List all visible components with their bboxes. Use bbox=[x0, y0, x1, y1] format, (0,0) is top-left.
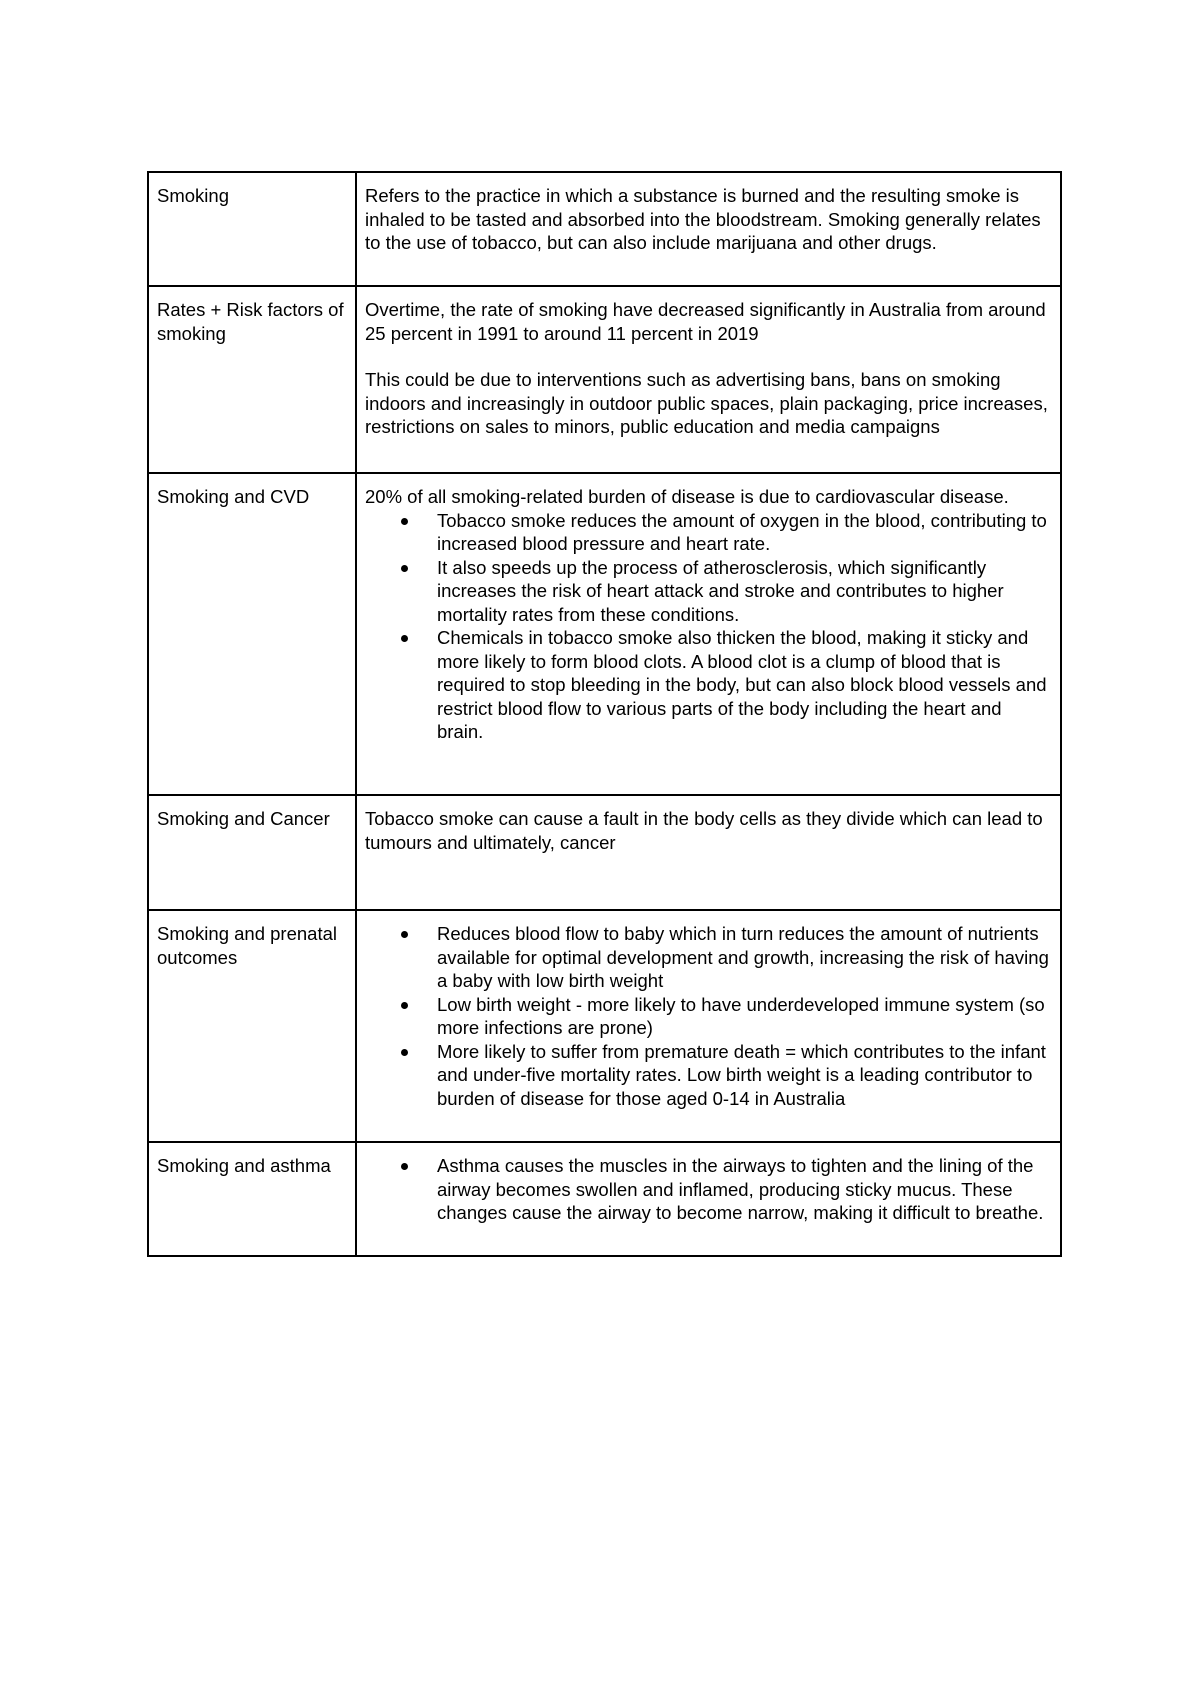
list-item-text: It also speeds up the process of atherosclerosis, which significantly increases the risk of heart attack and stroke and contributes to higher mortality rates from these conditions. bbox=[437, 556, 1004, 625]
term-cell bbox=[148, 910, 356, 1142]
bullet-icon bbox=[401, 1163, 408, 1170]
detail-paragraph: This could be due to interventions such as advertising bans, bans on smoking indoors and increasingly in outdoor public spaces, plain packaging, price increases, restrictions on sales to minors, public education and media campaigns bbox=[365, 369, 1048, 437]
table-row bbox=[148, 286, 1061, 473]
term-label: Smoking and prenatal outcomes bbox=[157, 923, 337, 968]
list-item-text: Chemicals in tobacco smoke also thicken the blood, making it sticky and more likely to form blood clots. A blood clot is a clump of blood that is required to stop bleeding in the body, but can also block blood vessels and restrict blood flow to various parts of the body including the heart and brain. bbox=[437, 627, 1047, 742]
bullet-list bbox=[365, 922, 1052, 1110]
term-label: Rates + Risk factors of smoking bbox=[157, 299, 344, 344]
table-row bbox=[148, 172, 1061, 286]
detail-paragraph: Overtime, the rate of smoking have decreased significantly in Australia from around 25 percent in 1991 to around 11 percent in 2019 bbox=[365, 299, 1046, 344]
bullet-icon bbox=[401, 518, 408, 525]
list-item bbox=[365, 509, 1052, 556]
bullet-icon bbox=[401, 565, 408, 572]
list-item bbox=[365, 626, 1052, 744]
term-cell bbox=[148, 795, 356, 910]
bullet-list bbox=[365, 509, 1052, 744]
table-row bbox=[148, 1142, 1061, 1256]
term-label: Smoking and CVD bbox=[157, 486, 310, 507]
list-item-text: Reduces blood flow to baby which in turn reduces the amount of nutrients available for optimal development and growth, increasing the risk of having a baby with low birth weight bbox=[437, 923, 1049, 991]
term-cell bbox=[148, 1142, 356, 1256]
bullet-icon bbox=[401, 635, 408, 642]
detail-cell bbox=[356, 1142, 1061, 1256]
term-label: Smoking bbox=[157, 185, 229, 206]
list-item bbox=[365, 1040, 1052, 1111]
bullet-icon bbox=[401, 1049, 408, 1056]
term-cell bbox=[148, 172, 356, 286]
term-label: Smoking and asthma bbox=[157, 1155, 331, 1176]
term-cell bbox=[148, 286, 356, 473]
term-label: Smoking and Cancer bbox=[157, 808, 330, 829]
list-item-text: Tobacco smoke reduces the amount of oxygen in the blood, contributing to increased blood pressure and heart rate. bbox=[437, 509, 1047, 554]
list-item-text: Low birth weight - more likely to have underdeveloped immune system (so more infections are prone) bbox=[437, 993, 1045, 1038]
bullet-list bbox=[365, 1154, 1052, 1225]
bullet-icon bbox=[401, 1002, 408, 1009]
detail-cell bbox=[356, 473, 1061, 795]
list-item bbox=[365, 922, 1052, 993]
detail-intro: 20% of all smoking-related burden of disease is due to cardiovascular disease. bbox=[365, 486, 1009, 507]
term-cell bbox=[148, 473, 356, 795]
list-item bbox=[365, 1154, 1052, 1225]
detail-cell bbox=[356, 172, 1061, 286]
list-item bbox=[365, 993, 1052, 1040]
notes-table bbox=[147, 171, 1062, 1257]
detail-paragraph: Refers to the practice in which a substance is burned and the resulting smoke is inhaled to be tasted and absorbed into the bloodstream. Smoking generally relates to the use of tobacco, but can also include marijuana and other drugs. bbox=[365, 185, 1041, 253]
list-item-text: Asthma causes the muscles in the airways to tighten and the lining of the airway becomes swollen and inflamed, producing sticky mucus. These changes cause the airway to become narrow, making it difficult to breathe. bbox=[437, 1155, 1044, 1223]
table-row bbox=[148, 910, 1061, 1142]
detail-cell bbox=[356, 795, 1061, 910]
bullet-icon bbox=[401, 931, 408, 938]
detail-cell bbox=[356, 910, 1061, 1142]
list-item-text: More likely to suffer from premature death = which contributes to the infant and under-five mortality rates. Low birth weight is a leading contributor to burden of disease for those aged 0-14 in Australia bbox=[437, 1040, 1046, 1109]
list-item bbox=[365, 556, 1052, 627]
detail-cell bbox=[356, 286, 1061, 473]
table-row bbox=[148, 795, 1061, 910]
table-row bbox=[148, 473, 1061, 795]
detail-paragraph: Tobacco smoke can cause a fault in the body cells as they divide which can lead to tumours and ultimately, cancer bbox=[365, 808, 1043, 853]
